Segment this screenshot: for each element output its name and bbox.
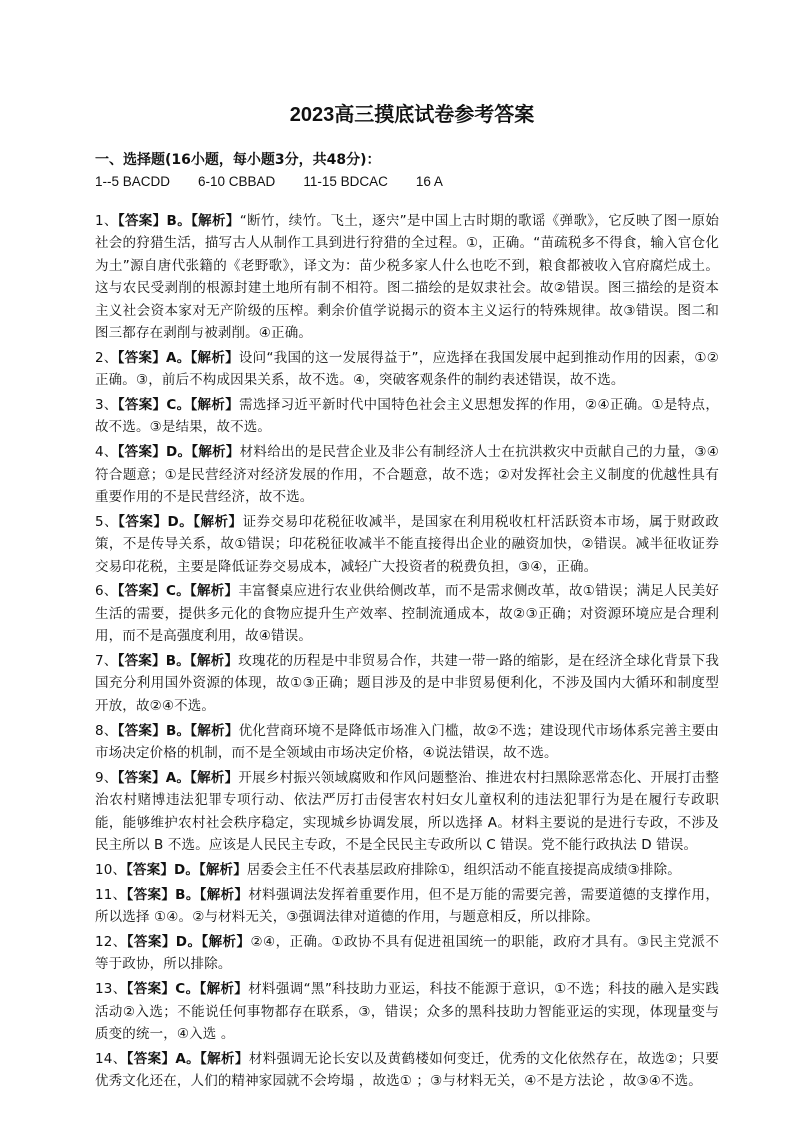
answer-tag: 【答案】D。【解析】 [117, 444, 240, 461]
answer-tag: 【答案】B。【解析】 [126, 886, 249, 903]
answer-item [95, 210, 719, 344]
answer-item [95, 884, 719, 929]
question-number: 11、 [95, 886, 127, 903]
page-title: 2023高三摸底试卷参考答案 [289, 104, 535, 126]
question-number: 9、 [95, 769, 118, 786]
question-number: 8、 [95, 722, 118, 739]
answer-explanation: 开展乡村振兴领域腐败和作风问题整治、推进农村扫黑除恶常态化、开展打击整治农村赌博违法犯罪专项行动、依法严厉打击侵害农村妇女儿童权利的违法犯罪行为是在履行专政职能，能够维护农村社会秩序稳定，实现城乡协调发展，所以选择 A。材料主要说的是进行专政，不涉及民主所以 B 不选。应该是人民民主专政，不是全民民主专政所以 C 错误。党不能行政执法 D 错误。 [95, 769, 719, 854]
answer-item [95, 1048, 719, 1093]
answer-item [95, 859, 719, 881]
answer-item [95, 347, 719, 392]
answer-tag: 【答案】D。【解析】 [126, 933, 251, 950]
answer-tag: 【答案】D。【解析】 [126, 861, 247, 878]
answer-item [95, 767, 719, 857]
answer-summary [95, 171, 719, 193]
answer-explanation: 材料给出的是民营企业及非公有制经济人士在抗洪救灾中贡献自己的力量，③④符合题意；①是民营经济对经济发展的作用，不合题意，故不选；②对发挥社会主义制度的优越性具有重要作用的不是民营经济，故不选。 [95, 444, 719, 506]
answer-tag: 【答案】B。【解析】 [117, 213, 240, 229]
question-number: 3、 [95, 397, 118, 414]
answer-tag: 【答案】C。【解析】 [126, 981, 249, 998]
answer-tag: 【答案】C。【解析】 [117, 583, 239, 600]
answer-item [95, 394, 719, 439]
answer-tag: 【答案】A。【解析】 [117, 349, 239, 366]
answer-explanation: 优化营商环境不是降低市场准入门槛，故②不选；建设现代市场体系完善主要由市场决定价格的机制，而不是全领域由市场决定价格，④说法错误，故不选。 [95, 722, 720, 762]
answer-explanation: “断竹，续竹。飞土，逐宍”是中国上古时期的歌谣《弹歌》，它反映了图一原始社会的狩猎生活，描写古人从制作工具到进行狩猎的全过程。①，正确。“苗疏税多不得食，输入官仓化为土”源自唐代张籍的《老野歌》，译文为：苗少税多家人什么也吃不到，粮食都被收入官府腐烂成土。这与农民受剥削的根源封建土地所有制不相符。图二描绘的是奴隶社会。故②错误。图三描绘的是资本主义社会资本家对无产阶级的压榨。剩余价值学说揭示的资本主义运行的特殊规律。故③错误。图二和图三都存在剥削与被剥削。④正确。 [95, 213, 720, 342]
answer-item [95, 650, 719, 717]
question-number: 13、 [95, 981, 127, 998]
answer-summary-group: 11-15 BDCAC [303, 174, 388, 189]
answer-explanation: 材料强调法发挥着重要作用，但不是万能的需要完善，需要道德的支撑作用，所以选择 ①④。②与材料无关，③强调法律对道德的作用，与题意相反，所以排除。 [95, 886, 719, 926]
answer-explanation: 玫瑰花的历程是中非贸易合作，共建一带一路的缩影，是在经济全球化背景下我国充分利用国外资源的体现，故①③正确；题目涉及的是中非贸易便利化，不涉及国内大循环和制度型开放，故②④不选。 [95, 653, 720, 714]
answer-list [95, 210, 719, 1093]
answer-item [95, 441, 719, 508]
answer-item [95, 931, 719, 976]
question-number: 6、 [95, 583, 118, 600]
answer-summary-group: 1--5 BACDD [95, 174, 171, 189]
answer-item [95, 978, 719, 1045]
answer-tag: 【答案】D。【解析】 [118, 513, 243, 530]
answer-summary-group: 6-10 CBBAD [198, 174, 276, 189]
answer-tag: 【答案】C。【解析】 [117, 397, 240, 414]
answer-tag: 【答案】B。【解析】 [117, 722, 239, 739]
answer-explanation: 证券交易印花税征收减半，是国家在利用税收杠杆活跃资本市场，属于财政政策，不是传导关系，故①错误；印花税征收减半不能直接得出企业的融资加快，②错误。减半征收证券交易印花税，主要是降低证券交易成本，减轻广大投资者的税费负担，③④，正确。 [95, 513, 719, 575]
question-number: 5、 [95, 513, 119, 530]
answer-explanation: 需选择习近平新时代中国特色社会主义思想发挥的作用，②④正确。①是特点，故不选。③是结果，故不选。 [95, 397, 719, 436]
question-number: 4、 [95, 444, 118, 461]
answer-explanation: 材料强调无论长安以及黄鹤楼如何变迁，优秀的文化依然存在，故选②；只要优秀文化还在，人们的精神家园就不会垮塌 ，故选① ；③与材料无关，④不是方法论 ，故③④不选。 [95, 1050, 719, 1090]
answer-item [95, 720, 719, 765]
answer-explanation: 材料强调“黑”科技助力亚运，科技不能源于意识，①不选；科技的融入是实践活动②入选；不能说任何事物都存在联系，③，错误；众多的黑科技助力智能亚运的实现，体现量变与质变的统一，④入选 。 [95, 981, 719, 1042]
question-number: 14、 [95, 1050, 127, 1067]
question-number: 10、 [95, 861, 127, 878]
answer-tag: 【答案】B。【解析】 [117, 653, 239, 670]
answer-explanation: ②④，正确。①政协不具有促进祖国统一的职能，政府才具有。③民主党派不等于政协，所以排除。 [95, 933, 719, 973]
section-heading: 一、选择题(16小题，每小题3分，共48分)： [95, 152, 381, 168]
answer-explanation: 丰富餐桌应进行农业供给侧改革，而不是需求侧改革，故①错误；满足人民美好生活的需要，提供多元化的食物应提升生产效率、控制流通成本，故②③正确；对资源环境应是合理利用，而不是高强度利用，故④错误。 [95, 583, 720, 645]
question-number: 1、 [95, 213, 118, 229]
question-number: 2、 [95, 349, 118, 366]
answer-item [95, 580, 719, 647]
answer-explanation: 设问“我国的这一发展得益于”，应选择在我国发展中起到推动作用的因素，①②正确。③，前后不构成因果关系，故不选。④，突破客观条件的制约表述错误，故不选。 [95, 349, 720, 389]
answer-item [95, 511, 719, 578]
answer-tag: 【答案】A。【解析】 [117, 769, 239, 786]
question-number: 12、 [95, 933, 127, 950]
question-number: 7、 [95, 653, 118, 670]
answer-tag: 【答案】A。【解析】 [126, 1050, 249, 1067]
answer-summary-group: 16 A [415, 174, 443, 189]
answer-explanation: 居委会主任不代表基层政府排除①，组织活动不能直接提高成绩③排除。 [246, 861, 681, 878]
